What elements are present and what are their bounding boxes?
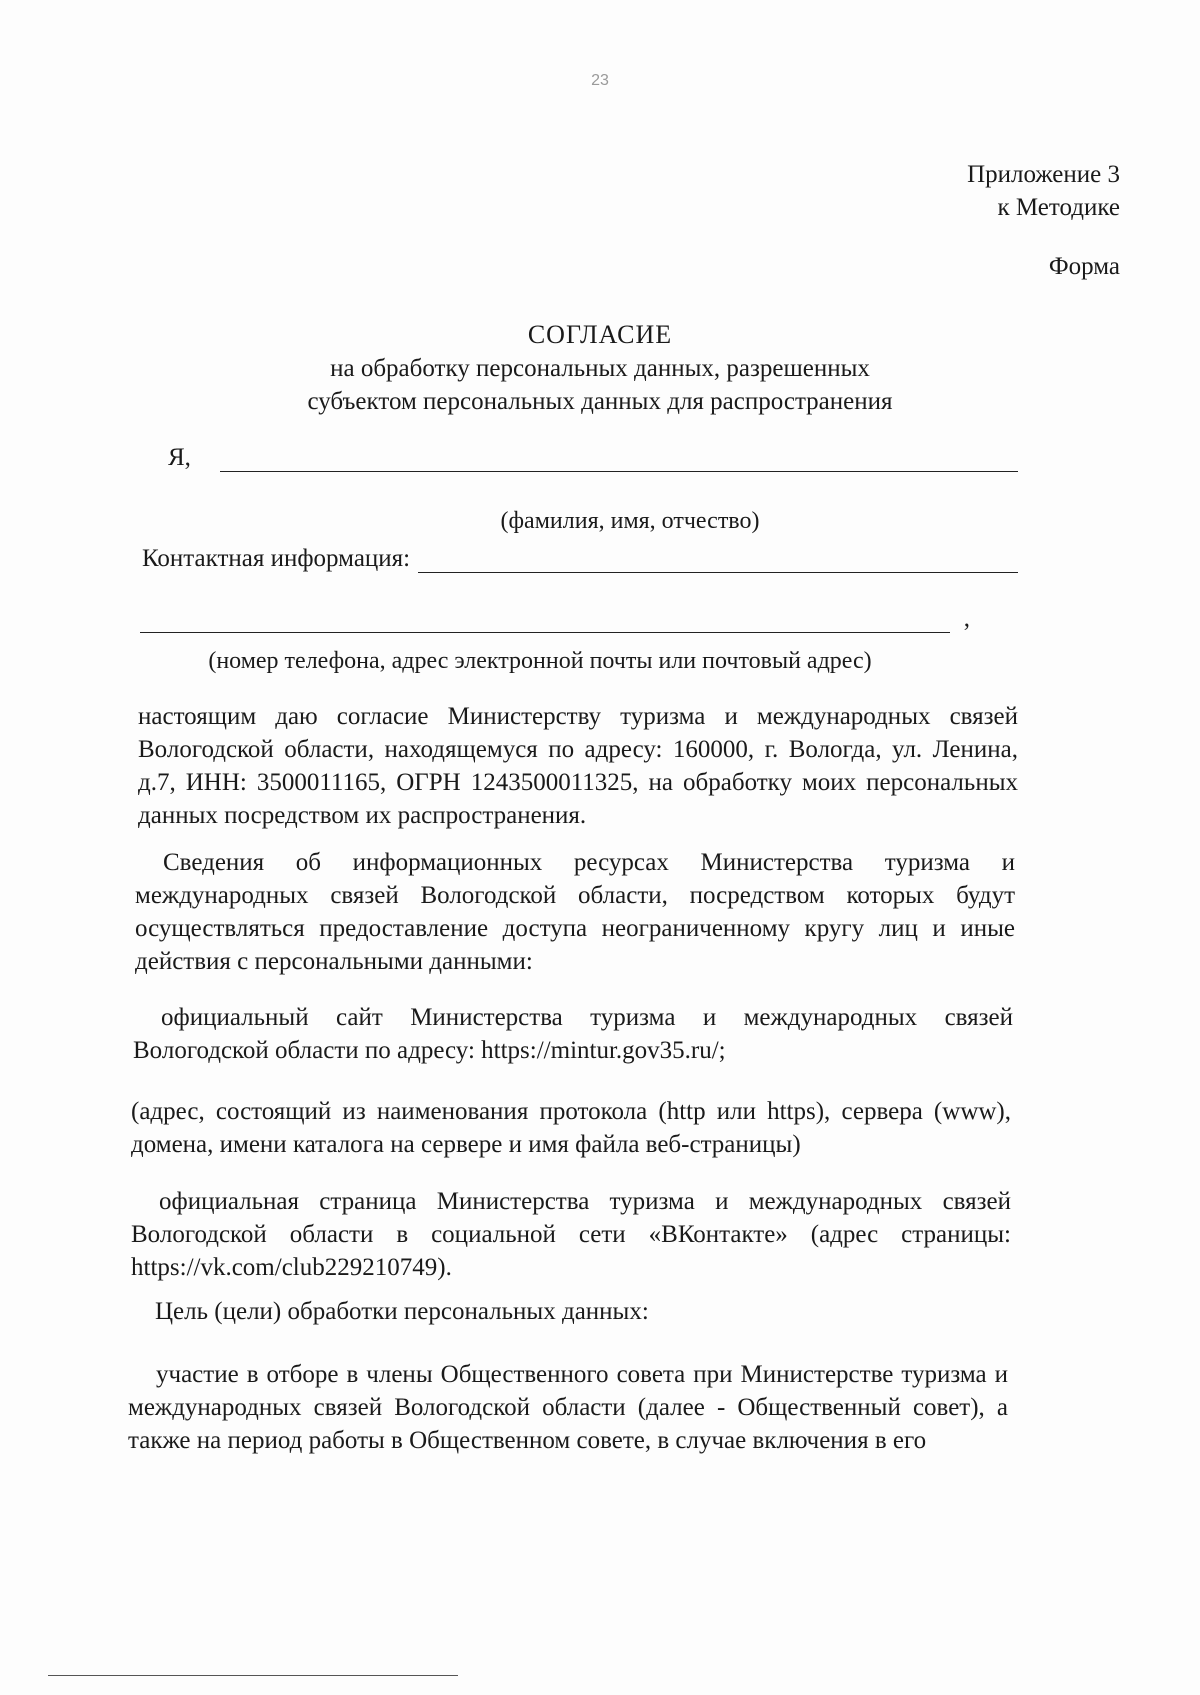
purpose-heading: Цель (цели) обработки персональных данных: <box>155 1298 649 1325</box>
page-number: 23 <box>591 72 609 89</box>
vk-paragraph: официальная страница Министерства туризма и международных связей Вологодской области в социальной сети «ВКонтакте» (адрес страницы: https://vk.com/club229210749). <box>131 1188 1011 1281</box>
form-label: Форма <box>1048 253 1120 280</box>
subtitle-line-2: субъектом персональных данных для распространения <box>307 388 893 415</box>
name-prefix: Я, <box>168 444 191 471</box>
document-title: СОГЛАСИЕ <box>527 320 673 349</box>
appendix-reference <box>967 158 1120 224</box>
contact-caption: (номер телефона, адрес электронной почты или почтовый адрес) <box>208 648 872 674</box>
contact-label: Контактная информация: <box>142 545 411 572</box>
resources-paragraph: Сведения об информационных ресурсах Министерства туризма и международных связей Вологодской области, посредством которых будут осуществляться предоставление доступа неограниченному кругу лиц и иные действия с персональными данными: <box>135 849 1015 975</box>
appendix-line-2: к Методике <box>997 194 1120 221</box>
name-field-row <box>168 444 1018 472</box>
footer-divider <box>48 1675 458 1676</box>
contact-fill-line-1[interactable] <box>418 550 1018 573</box>
contact-comma: , <box>963 605 970 632</box>
subtitle-line-1: на обработку персональных данных, разрешенных <box>330 355 870 382</box>
name-caption: (фамилия, имя, отчество) <box>500 508 760 534</box>
contact-field-row <box>142 545 1018 573</box>
site-note-paragraph: (адрес, состоящий из наименования протокола (http или https), сервера (www), домена, имени каталога на сервере и имя файла веб-страницы) <box>131 1098 1011 1158</box>
purpose-paragraph: участие в отборе в члены Общественного совета при Министерстве туризма и международных связей Вологодской области (далее - Общественный совет), а также на период работы в Общественном совете, в случае включения в его <box>128 1361 1008 1454</box>
contact-fill-line-2[interactable] <box>140 610 950 633</box>
title-block <box>0 318 1200 418</box>
appendix-line-1: Приложение 3 <box>967 161 1120 188</box>
consent-paragraph: настоящим даю согласие Министерству туризма и международных связей Вологодской области, находящемуся по адресу: 160000, г. Вологда, ул. Ленина, д.7, ИНН: 3500011165, ОГРН 1243500011325, на обработку моих персональных данных посредством их распространения. <box>138 703 1018 829</box>
site-paragraph: официальный сайт Министерства туризма и международных связей Вологодской области по адресу: https://mintur.gov35.ru/; <box>133 1004 1013 1064</box>
name-fill-line[interactable] <box>220 449 1018 472</box>
contact-field-row-2 <box>140 605 970 633</box>
